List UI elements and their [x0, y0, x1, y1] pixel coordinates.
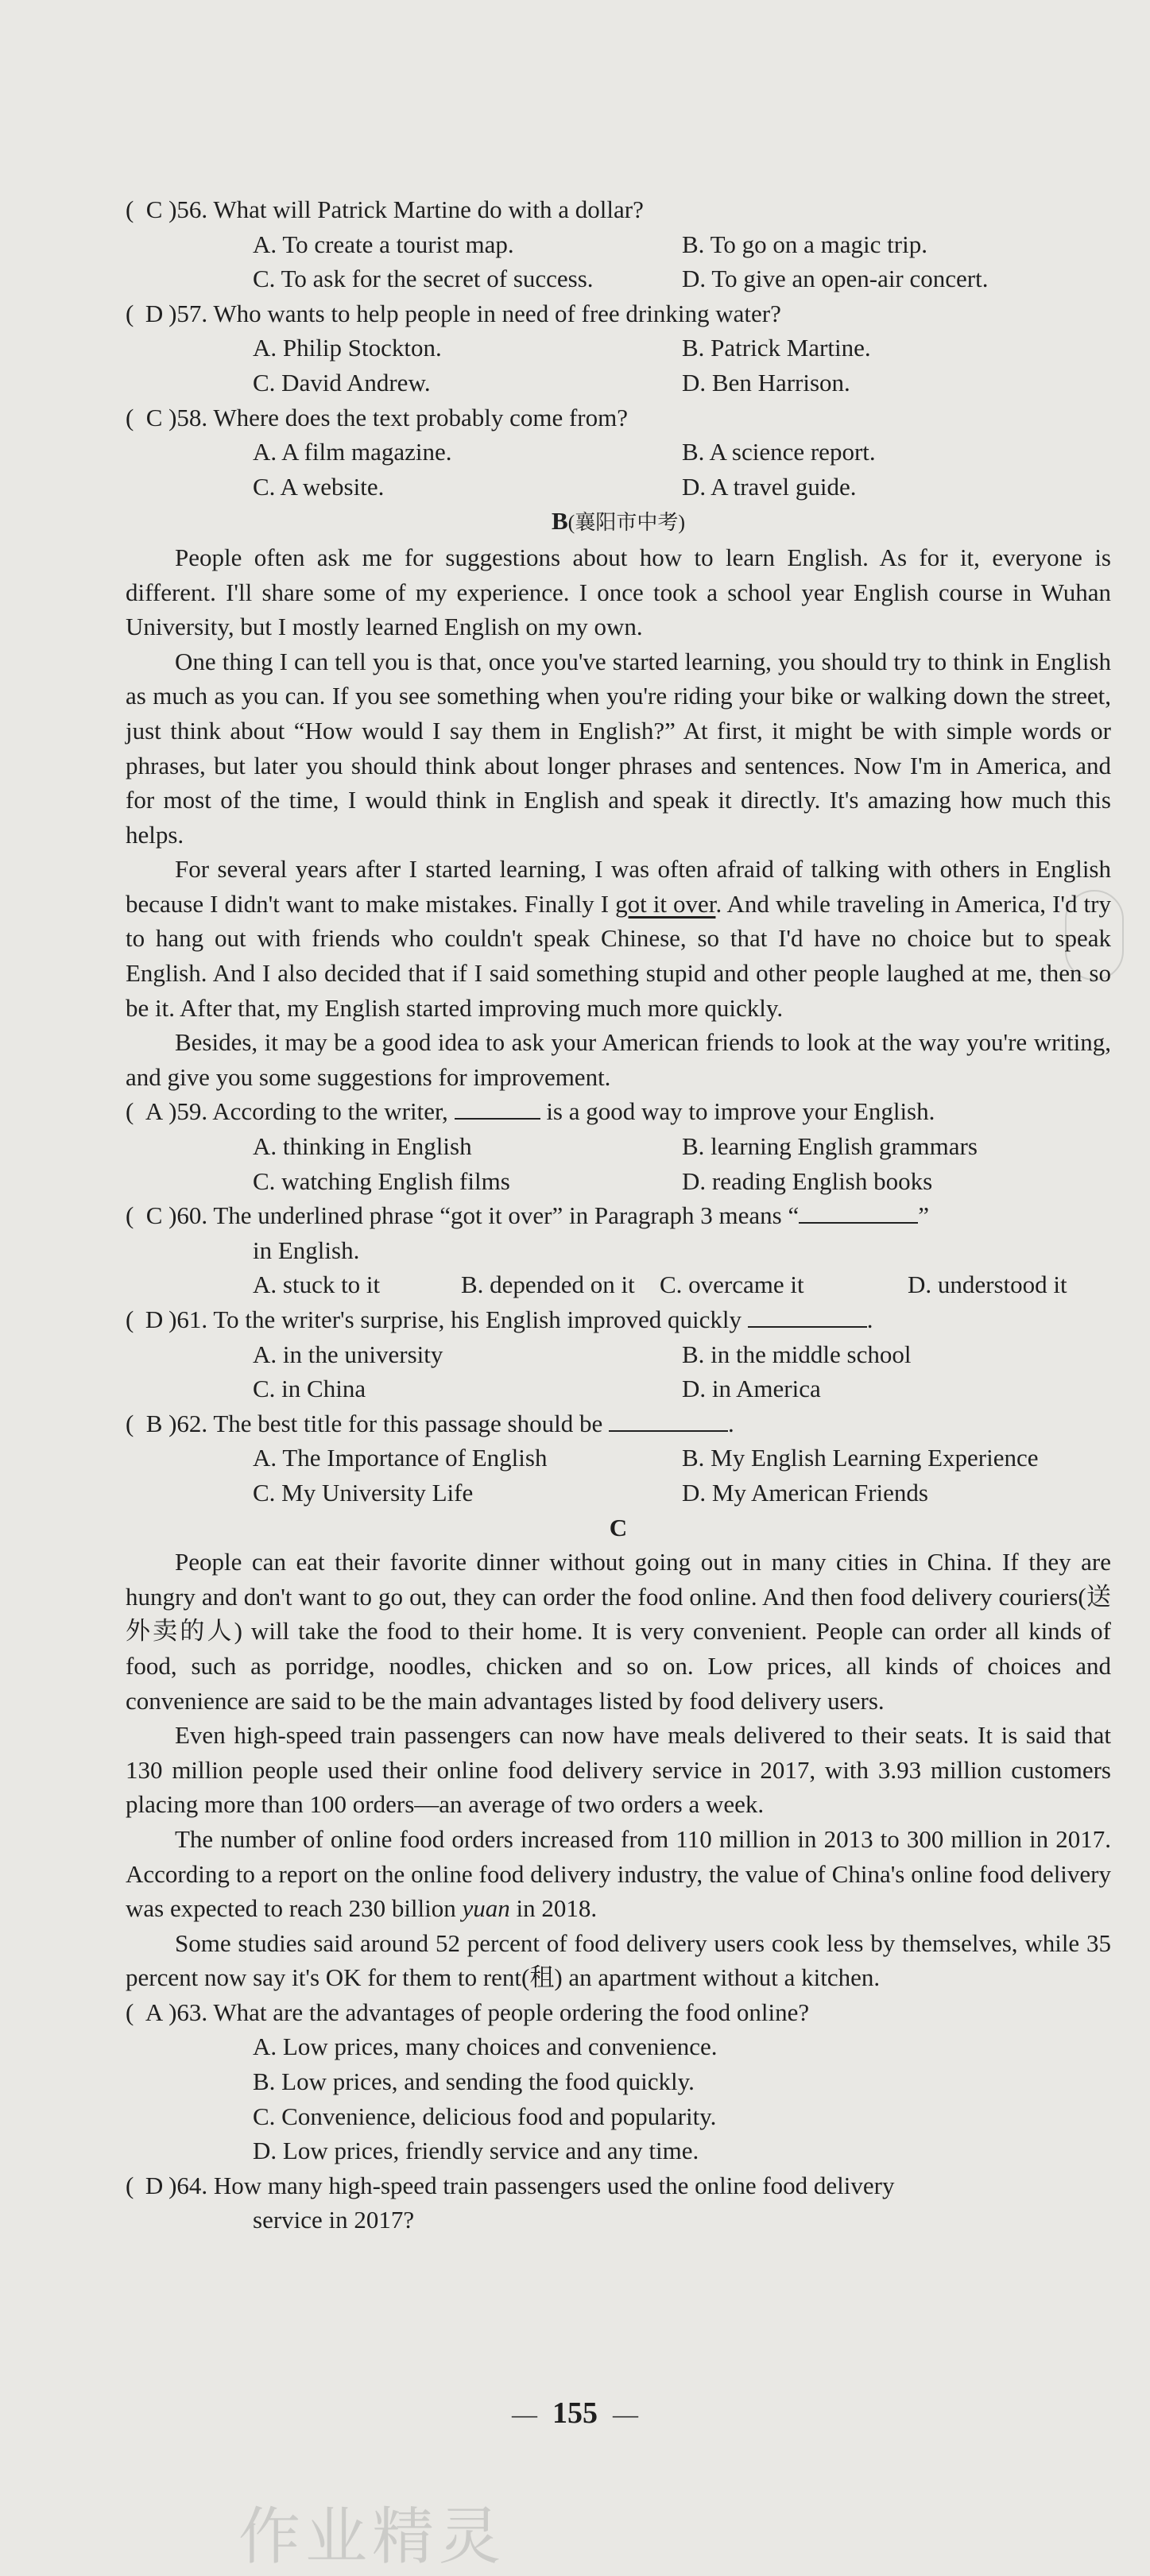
- passage-c-paragraph-2: Even high-speed train passengers can now have meals delivered to their seats. It is said that 130 million people used their online food delivery service in 2017, with 3.93 million customers placing more than 100 orders—an average of two orders a week.: [126, 1721, 1111, 1819]
- answer-letter: D: [145, 1305, 164, 1333]
- options-row: A. The Importance of English B. My English Learning Experience: [253, 1444, 1039, 1472]
- passage-c-paragraph-3: The number of online food orders increased from 110 million in 2013 to 300 million in 2017. According to a report on the online food delivery industry, the value of China's online food delivery was expected to reach 230 billion yuan in 2018.: [126, 1824, 1111, 1923]
- fill-blank: [455, 1094, 540, 1120]
- question-56: ( C )56. What will Patrick Martine do with a dollar?: [126, 192, 1111, 227]
- answer-letter: B: [145, 1409, 163, 1437]
- answer-letter: A: [145, 1998, 164, 2026]
- answer-letter: C: [145, 403, 163, 431]
- question-58: ( C )58. Where does the text probably come from?: [126, 400, 1111, 435]
- passage-b-paragraph-1: People often ask me for suggestions about how to learn English. As for it, everyone is different. I'll share some of my experience. I once took a school year English course in Wuhan University, but I mostly learned English on my own.: [126, 543, 1111, 641]
- answer-letter: A: [145, 1097, 164, 1126]
- passage-b-paragraph-2: One thing I can tell you is that, once you've started learning, you should try to think in English as much as you can. If you see something when you're riding your bike or walking down the street, just think about “How would I say them in English?” At first, it might be with simple words or phrases, but later you should think about longer phrases and sentences. Now I'm in America, and for most of the time, I would think in English and speak it directly. It's amazing how much this helps.: [126, 647, 1111, 849]
- question-64-continued: service in 2017?: [253, 2206, 415, 2234]
- underlined-phrase: got it over: [615, 889, 716, 918]
- options-row: A. Philip Stockton. B. Patrick Martine.: [253, 334, 871, 362]
- section-c-heading: C: [609, 1513, 628, 1541]
- question-59: ( A )59. According to the writer, is a good way to improve your English.: [126, 1094, 1111, 1129]
- question-60-continued: in English.: [253, 1236, 360, 1264]
- options-row: C. watching English films D. reading English books: [253, 1166, 933, 1195]
- options-row: C. A website. D. A travel guide.: [253, 472, 857, 501]
- question-64: ( D )64. How many high-speed train passengers used the online food delivery: [126, 2168, 1111, 2203]
- passage-c-paragraph-1: People can eat their favorite dinner without going out in many cities in China. If they are hungry and don't want to go out, they can order the food online. And then food delivery couriers(送外卖的人) will take the food to their home. It is very convenient. People can order all kinds of food, such as porridge, noodles, chicken and so on. Low prices, all kinds of choices and convenience are said to be the main advantages listed by food delivery users.: [126, 1548, 1111, 1715]
- question-60: ( C )60. The underlined phrase “got it over” in Paragraph 3 means “ ”: [126, 1198, 1111, 1233]
- option: B. Low prices, and sending the food quickly.: [253, 2067, 695, 2096]
- option: D. Low prices, friendly service and any time.: [253, 2137, 699, 2165]
- options-row: C. David Andrew. D. Ben Harrison.: [253, 368, 850, 396]
- option: A. Low prices, many choices and convenience.: [253, 2033, 718, 2061]
- options-row: A. in the university B. in the middle school: [253, 1340, 912, 1368]
- question-63: ( A )63. What are the advantages of people ordering the food online?: [126, 1995, 1111, 2030]
- options-row: A. thinking in English B. learning English grammars: [253, 1132, 978, 1161]
- page-number: — 155 —: [512, 2396, 638, 2430]
- options-row: C. My University Life D. My American Friends: [253, 1478, 928, 1507]
- page-content: [126, 192, 1111, 2238]
- passage-c-paragraph-4: Some studies said around 52 percent of food delivery users cook less by themselves, while 35 percent now say it's OK for them to rent(租) an apartment without a kitchen.: [126, 1928, 1111, 1992]
- answer-letter: C: [145, 1201, 163, 1230]
- option: C. Convenience, delicious food and popularity.: [253, 2102, 717, 2130]
- fill-blank: [748, 1302, 867, 1328]
- answer-letter: C: [145, 195, 163, 223]
- options-row: A. To create a tourist map. B. To go on a magic trip.: [253, 230, 927, 258]
- section-b-heading: B(襄阳市中考): [551, 507, 685, 536]
- options-row: C. To ask for the secret of success. D. To give an open-air concert.: [253, 265, 989, 293]
- fill-blank: [609, 1406, 728, 1432]
- fill-blank: [799, 1198, 918, 1224]
- answer-letter: D: [145, 299, 164, 327]
- watermark: 作业精灵: [238, 2501, 506, 2573]
- options-row: C. in China D. in America: [253, 1375, 821, 1403]
- options-row: A. A film magazine. B. A science report.: [253, 438, 876, 466]
- question-57: ( D )57. Who wants to help people in need of free drinking water?: [126, 296, 1111, 331]
- question-61: ( D )61. To the writer's surprise, his English improved quickly .: [126, 1302, 1111, 1337]
- answer-letter: D: [145, 2171, 164, 2199]
- passage-b-paragraph-3: For several years after I started learning, I was often afraid of talking with others in English because I didn't want to make mistakes. Finally I got it over. And while traveling in America, I'd try to hang out with friends who couldn't speak Chinese, so that I'd have no choice but to speak English. And I also decided that if I said something stupid and other people laughed at me, then so be it. After that, my English started improving much more quickly.: [126, 855, 1111, 1022]
- question-62: ( B )62. The best title for this passage should be .: [126, 1406, 1111, 1441]
- options-row: A. stuck to it B. depended on it C. overcame it D. understood it: [253, 1271, 1067, 1299]
- passage-b-paragraph-4: Besides, it may be a good idea to ask your American friends to look at the way you're writing, and give you some suggestions for improvement.: [126, 1028, 1111, 1091]
